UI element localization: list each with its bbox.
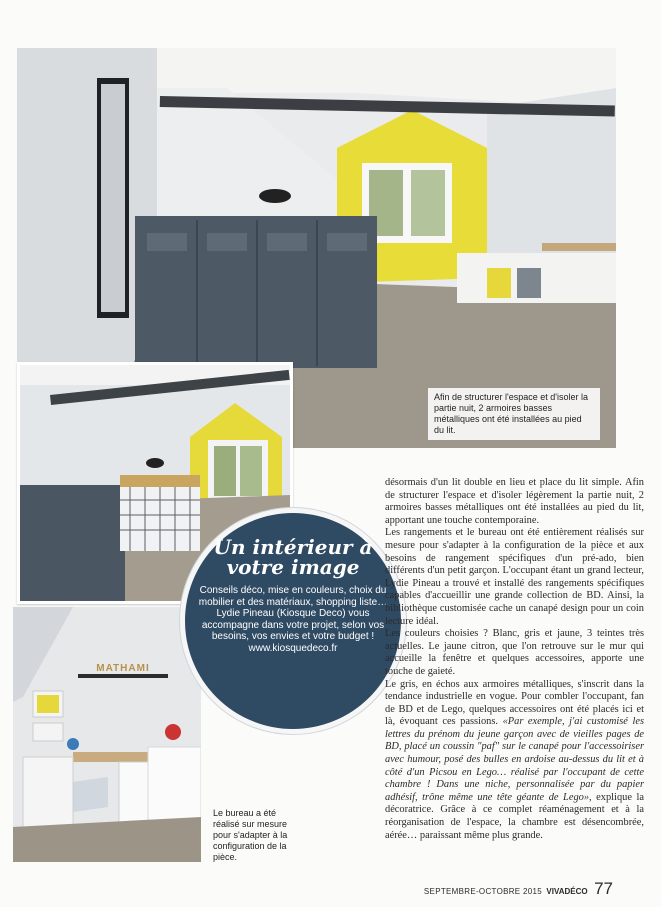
bottom-caption-text: Le bureau a été réalisé sur mesure pour s'adapter à la configuration de la pièce. — [213, 808, 288, 862]
body-paragraph-1: désormais d'un lit double en lieu et place du lit simple. Afin de structurer l'espace et d'isoler légèrement la partie nuit, 2 armoires basses métalliques ont été installées au pied du lit, apportant une touche contemporaine. — [385, 477, 644, 526]
page-number: 77 — [594, 879, 613, 898]
body-paragraph-4-text: Le gris, en échos aux armoires métalliques, s'inscrit dans la tendance industrielle en vogue. Pour combler l'occupant, fan de BD et de Lego, quelques accessoires ont été placés ici et là, évoquant ces passions. — [385, 678, 644, 728]
body-paragraph-4-end: , explique la décoratrice. Grâce à ce complet réaménagement et à la réorganisation de l'espace, la chambre est désencombrée, aérée… paraissant même plus grande. — [385, 791, 644, 841]
body-quote: «Par exemple, j'ai customisé les lettres du prénom du jeune garçon avec de vieilles pages de BD, placé un coussin "paf" sur le canapé pour l'accessoiriser avec humour, posé des bulles en ardoise au-dessus du lit et à côté d'un Picsou en Lego… réalisé par l'occupant de cette chambre ! Dans une niche, personnalisée par du papier adhésif, trône même une tête géante de Lego» — [385, 716, 644, 803]
magazine-brand: VIVADÉCO — [546, 887, 588, 896]
article-body — [385, 477, 644, 842]
bottom-photo-caption — [213, 808, 305, 863]
name-letters: MATHAMI — [96, 663, 150, 674]
body-paragraph-3: Les couleurs choisies ? Blanc, gris et jaune, 3 teintes très actuelles. Le jaune citron, que l'on retrouve sur le mur qui accueille la fenêtre et quelques accessoires, apporte une touche de gaieté. — [385, 628, 644, 677]
badge-title: Un intérieur à votre image — [213, 535, 373, 579]
badge-text: Conseils déco, mise en couleurs, choix du mobilier et des matériaux, shopping liste… Lydie Pineau (Kiosque Deco) vous accompagne dans votre projet, selon vos besoins, vos envies et votre budget ! www.kiosquedeco.fr — [198, 585, 388, 654]
desk-photo — [13, 607, 201, 862]
top-photo-caption — [428, 388, 600, 440]
body-paragraph-2: Les rangements et le bureau ont été entièrement réalisés sur mesure pour s'adapter à la configuration de la pièce et aux besoins de rangement spécifiques d'un pré-ado, bien différents d'un petit garçon. L'occupant étant un grand lecteur, Lydie Pineau a trouvé et installé des rangements spécifiques capables d'accueillir une grande collection de BD. Ainsi, la bibliothèque customisée cache un canapé design pour un coin lecture idéal. — [385, 527, 644, 627]
body-paragraph-4 — [385, 679, 644, 843]
issue-date: SEPTEMBRE-OCTOBRE 2015 — [423, 887, 542, 896]
desk-illustration — [13, 607, 201, 862]
page-footer — [424, 879, 613, 899]
top-caption-text: Afin de structurer l'espace et d'isoler la partie nuit, 2 armoires basses métalliques ont été installées au pied du lit. — [434, 392, 589, 435]
promo-badge — [180, 508, 406, 734]
